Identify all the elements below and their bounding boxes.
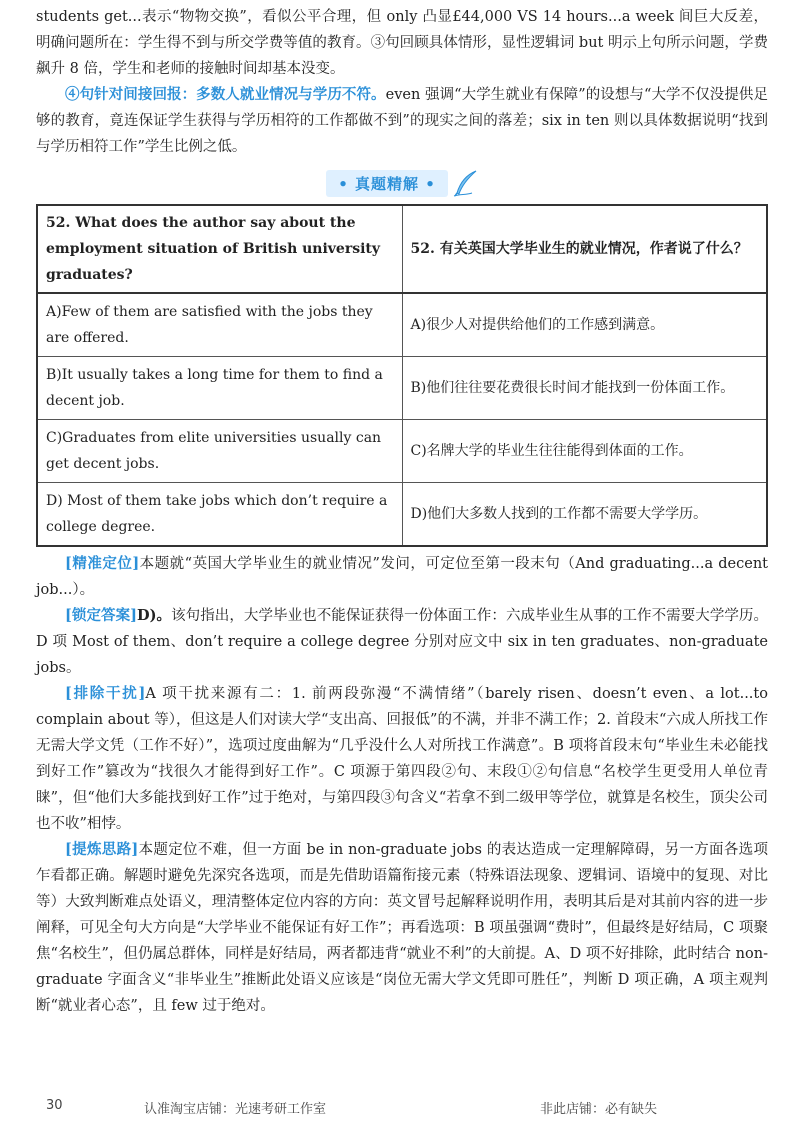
locate-paragraph: [36, 551, 768, 603]
question-row: [37, 205, 767, 293]
think-label: [提炼思路]: [65, 841, 139, 858]
option-b-zh: B)他们往往要花费很长时间才能找到一份体面工作。: [402, 357, 767, 420]
question-table: [36, 204, 768, 547]
option-d-zh: D)他们大多数人找到的工作都不需要大学学历。: [402, 483, 767, 547]
answer-label: [锁定答案]: [65, 607, 138, 624]
exclude-text: A 项干扰来源有二：1. 前两段弥漫“不满情绪”（barely risen、doesn’t even、a lot...to complain about 等），但这是人们对读大学“支出高、回报低”的不满，并非不满工作；2. 首段末“六成人所找工作无需大学文凭（工作不好）”，选项过度曲解为“几乎没什么人对所找工作满意”。B 项将首段末句“毕业生未必能找到好工作”篡改为“找很久才能得到好工作”。C 项源于第四段②句、末段①②句信息“名校学生更受用人单位青睐”，但“他们大多能找到好工作”过于绝对，与第四段③句含义“若拿不到二级甲等学位，就算是名校生，顶尖公司也不收”相悖。: [36, 686, 768, 832]
think-text: 本题定位不难，但一方面 be in non-graduate jobs 的表达造成一定理解障碍，另一方面各选项乍看都正确。解题时避免先深究各选项，而是先借助语篇衔接元素（特殊语法现象、逻辑词、语境中的复现、对比等）大致判断难点处语义，理清整体定位内容的方向：英文冒号起解释说明作用，表明其后是对其前内容的进一步阐释，可见全句大方向是“大学毕业不能保证有好工作”；再看选项：B 项虽强调“费时”，但最终是好结局，C 项聚焦“名校生”，但仍属总群体，同样是好结局，两者都违背“就业不利”的大前提。A、D 项不好排除，此时结合 non-graduate 字面含义“非毕业生”推断此处语义应该是“岗位无需大学文凭即可胜任”，判断 D 项正确，A 项主观判断“就业者心态”，且 few 过于绝对。: [36, 842, 768, 1014]
section-title: • 真题精解 •: [326, 170, 448, 197]
page-number: 30: [46, 1098, 63, 1113]
option-row-a: [37, 293, 767, 357]
shop-notice: 认准淘宝店铺：光速考研工作室: [144, 1102, 327, 1117]
option-row-b: [37, 357, 767, 420]
point-4-text: even 强调“大学生就业有保障”的设想与“大学不仅没提供足够的教育，竟连保证学生获得与学历相符的工作都做不到”的现实之间的落差；six in ten 则以具体数据说明“找到与学历相符工作”学生比例之低。: [36, 87, 769, 155]
answer-paragraph: [36, 603, 768, 681]
warning-notice: 非此店铺：必有缺失: [540, 1102, 658, 1117]
locate-label: [精准定位]: [65, 555, 140, 572]
section-header: [36, 168, 768, 198]
quill-icon: [452, 169, 478, 197]
page-footer: [0, 1098, 800, 1118]
point-4-label: ④句针对间接回报：多数人就业情况与学历不符。: [65, 86, 386, 103]
exclude-label: [排除干扰]: [65, 685, 146, 702]
answer-text: 该句指出，大学毕业也不能保证获得一份体面工作：六成毕业生从事的工作不需要大学学历。D 项 Most of them、don’t require a college degree 分别对应文中 six in ten graduates、non-graduate jobs。: [36, 608, 768, 676]
option-d-en: D) Most of them take jobs which don’t require a college degree.: [37, 483, 402, 547]
option-c-en: C)Graduates from elite universities usually can get decent jobs.: [37, 420, 402, 483]
option-b-en: B)It usually takes a long time for them to find a decent job.: [37, 357, 402, 420]
question-en: 52. What does the author say about the employment situation of British university graduates?: [37, 205, 402, 293]
option-row-d: [37, 483, 767, 547]
think-paragraph: [36, 837, 768, 1019]
question-zh: 52. 有关英国大学毕业生的就业情况，作者说了什么？: [402, 205, 767, 293]
option-a-zh: A)很少人对提供给他们的工作感到满意。: [402, 293, 767, 357]
answer-key: D)。: [137, 607, 172, 624]
page-content: [36, 4, 768, 1019]
exclude-paragraph: [36, 681, 768, 837]
locate-text: 本题就“英国大学毕业生的就业情况”发问，可定位至第一段末句（And graduating...a decent job...）。: [36, 556, 768, 598]
option-row-c: [37, 420, 767, 483]
option-a-en: A)Few of them are satisfied with the jobs they are offered.: [37, 293, 402, 357]
intro-paragraph-1: students get...表示“物物交换”，看似公平合理，但 only 凸显£44,000 VS 14 hours...a week 间巨大反差，明确问题所在：学生得不到与所交学费等值的教育。③句回顾具体情形，显性逻辑词 but 明示上句所示问题，学费飙升 8 倍，学生和老师的接触时间却基本没变。: [36, 9, 768, 77]
option-c-zh: C)名牌大学的毕业生往往能得到体面的工作。: [402, 420, 767, 483]
intro-paragraph-2: [36, 82, 768, 160]
